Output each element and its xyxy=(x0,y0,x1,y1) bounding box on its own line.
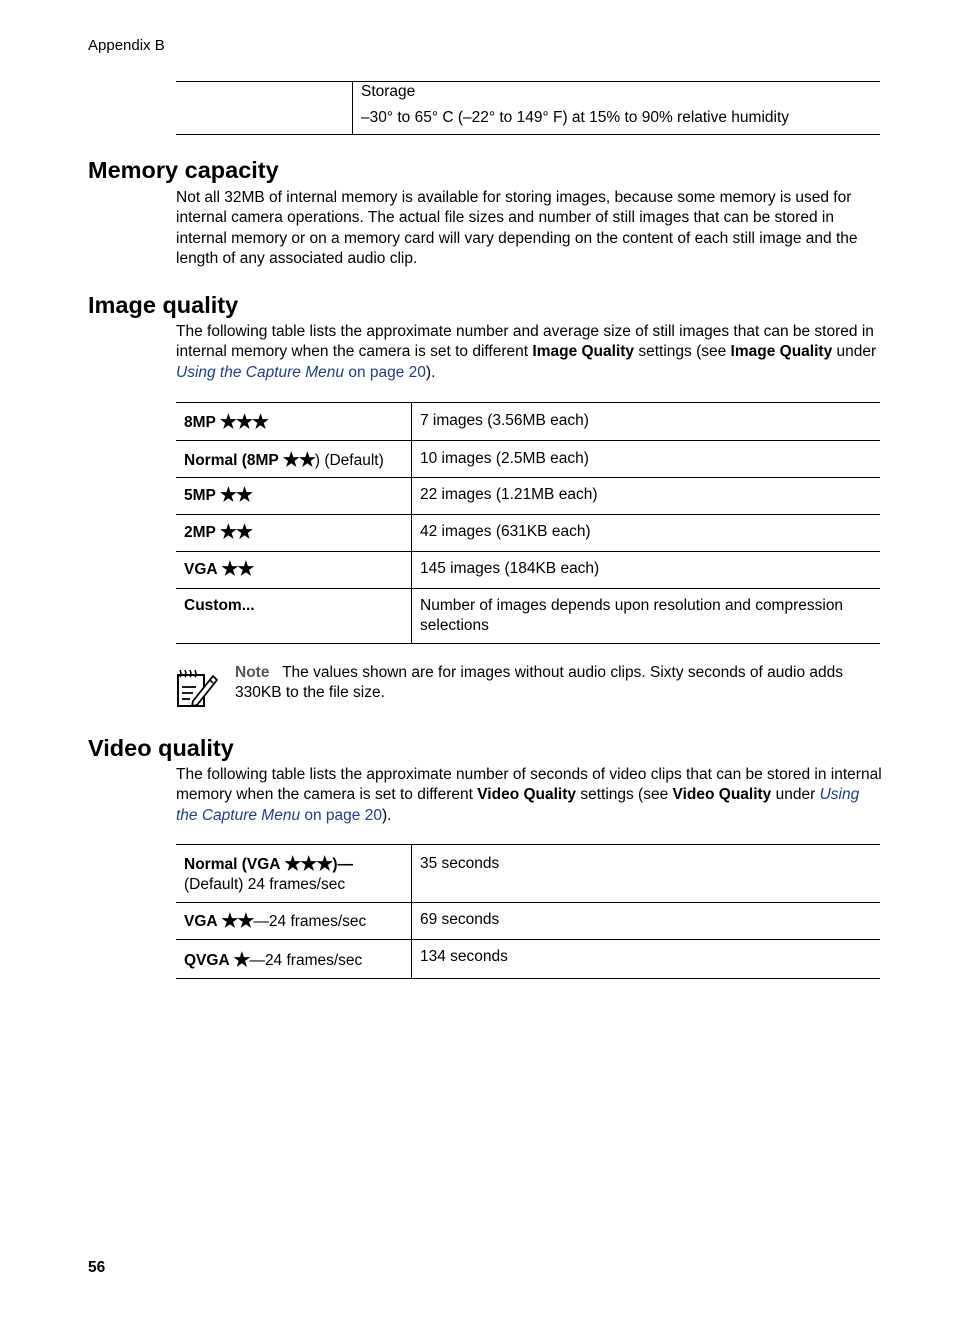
capacity-cell: 22 images (1.21MB each) xyxy=(420,486,598,503)
table-row xyxy=(176,552,880,589)
duration-cell: 35 seconds xyxy=(420,855,500,872)
intro-bold: Image Quality xyxy=(730,343,833,361)
page-number: 56 xyxy=(88,1259,106,1276)
note-label: Note xyxy=(235,664,270,681)
video-label: Normal (VGA xyxy=(184,856,280,873)
quality-setting-cell xyxy=(176,552,412,589)
quality-label: Custom... xyxy=(184,597,255,614)
video-setting-cell xyxy=(176,940,412,979)
intro-text: settings (see xyxy=(576,786,673,804)
capacity-cell: Number of images depends upon resolution and compression selections xyxy=(420,597,844,635)
table-row xyxy=(176,441,880,478)
memory-capacity-body: Not all 32MB of internal memory is available for storing images, because some memory is used for internal camera operations. The actual file sizes and number of still images that can be stored in internal memory or on a memory card will vary depending on the content of each still image and the length of any associated audio clip. xyxy=(176,189,858,268)
quality-setting-cell xyxy=(176,403,412,441)
intro-bold: Image Quality xyxy=(532,343,635,361)
storage-cell xyxy=(353,82,881,135)
storage-label: Storage xyxy=(361,83,416,100)
star-rating-icon: ★★ xyxy=(221,911,254,932)
image-quality-table xyxy=(176,402,880,644)
star-rating-icon: ★★ xyxy=(282,450,315,471)
video-quality-intro xyxy=(176,765,882,826)
intro-bold: Video Quality xyxy=(477,786,577,804)
intro-bold: Video Quality xyxy=(672,786,772,804)
star-rating-icon: ★ xyxy=(233,950,250,971)
quality-label: Normal (8MP xyxy=(184,452,279,469)
video-label-line2: (Default) 24 frames/sec xyxy=(184,876,346,894)
video-setting-cell xyxy=(176,845,412,903)
quality-label: 8MP xyxy=(184,414,216,431)
note-pencil-icon xyxy=(176,668,218,708)
quality-setting-cell xyxy=(176,515,412,552)
page-20-link[interactable]: on page 20 xyxy=(344,363,426,381)
memory-capacity-heading: Memory capacity xyxy=(88,157,279,183)
video-label: QVGA xyxy=(184,952,230,969)
star-rating-icon: ★★ xyxy=(219,485,252,506)
table-row xyxy=(176,515,880,552)
table-row xyxy=(176,940,880,979)
storage-table xyxy=(176,81,880,135)
capacity-cell: 10 images (2.5MB each) xyxy=(420,450,589,467)
star-rating-icon: ★★ xyxy=(219,522,252,543)
video-label-tail: )— xyxy=(332,856,353,873)
duration-cell: 69 seconds xyxy=(420,911,500,928)
video-setting-cell xyxy=(176,903,412,940)
storage-value: –30° to 65° C (–22° to 149° F) at 15% to 90% relative humidity xyxy=(361,109,790,126)
capacity-cell: 145 images (184KB each) xyxy=(420,560,600,577)
intro-text: The following table lists the approximate number and average size of still images that can be stored in internal memory when the camera is set to different xyxy=(176,323,874,361)
quality-label: VGA xyxy=(184,561,218,578)
quality-setting-cell xyxy=(176,589,412,644)
video-label-tail: —24 frames/sec xyxy=(249,952,363,969)
intro-text: under xyxy=(832,343,877,361)
intro-text: ). xyxy=(381,806,392,824)
video-quality-heading: Video quality xyxy=(88,735,234,761)
star-rating-icon: ★★ xyxy=(221,559,254,580)
quality-label: 2MP xyxy=(184,524,216,541)
page-20-link[interactable]: on page 20 xyxy=(300,806,382,824)
intro-text: settings (see xyxy=(634,343,731,361)
capacity-cell: 7 images (3.56MB each) xyxy=(420,412,589,429)
star-rating-icon: ★★★ xyxy=(219,412,269,433)
quality-setting-cell xyxy=(176,478,412,515)
video-label: VGA xyxy=(184,913,218,930)
capture-menu-link[interactable]: Using the Capture Menu xyxy=(176,786,860,824)
video-quality-table xyxy=(176,844,880,979)
intro-text: The following table lists the approximate number of seconds of video clips that can be stored in internal memory when the camera is set to different xyxy=(176,766,882,804)
video-label-tail: —24 frames/sec xyxy=(253,913,367,930)
storage-empty-cell xyxy=(176,82,353,135)
duration-cell: 134 seconds xyxy=(420,948,508,965)
capture-menu-link[interactable]: Using the Capture Menu xyxy=(176,363,345,381)
quality-setting-cell xyxy=(176,441,412,478)
table-row xyxy=(176,845,880,903)
table-row xyxy=(176,589,880,644)
table-row xyxy=(176,478,880,515)
intro-text: ). xyxy=(425,363,436,381)
running-head: Appendix B xyxy=(88,37,165,54)
quality-label: 5MP xyxy=(184,487,216,504)
image-quality-intro xyxy=(176,322,882,383)
image-quality-heading: Image quality xyxy=(88,292,239,318)
note-body: The values shown are for images without audio clips. Sixty seconds of audio adds 330KB to the file size. xyxy=(235,664,843,702)
star-rating-icon: ★★★ xyxy=(284,854,333,875)
table-row xyxy=(176,903,880,940)
intro-text: under xyxy=(771,786,820,804)
note-text xyxy=(235,663,880,704)
table-row xyxy=(176,403,880,441)
capacity-cell: 42 images (631KB each) xyxy=(420,523,591,540)
quality-suffix: ) (Default) xyxy=(314,452,384,469)
